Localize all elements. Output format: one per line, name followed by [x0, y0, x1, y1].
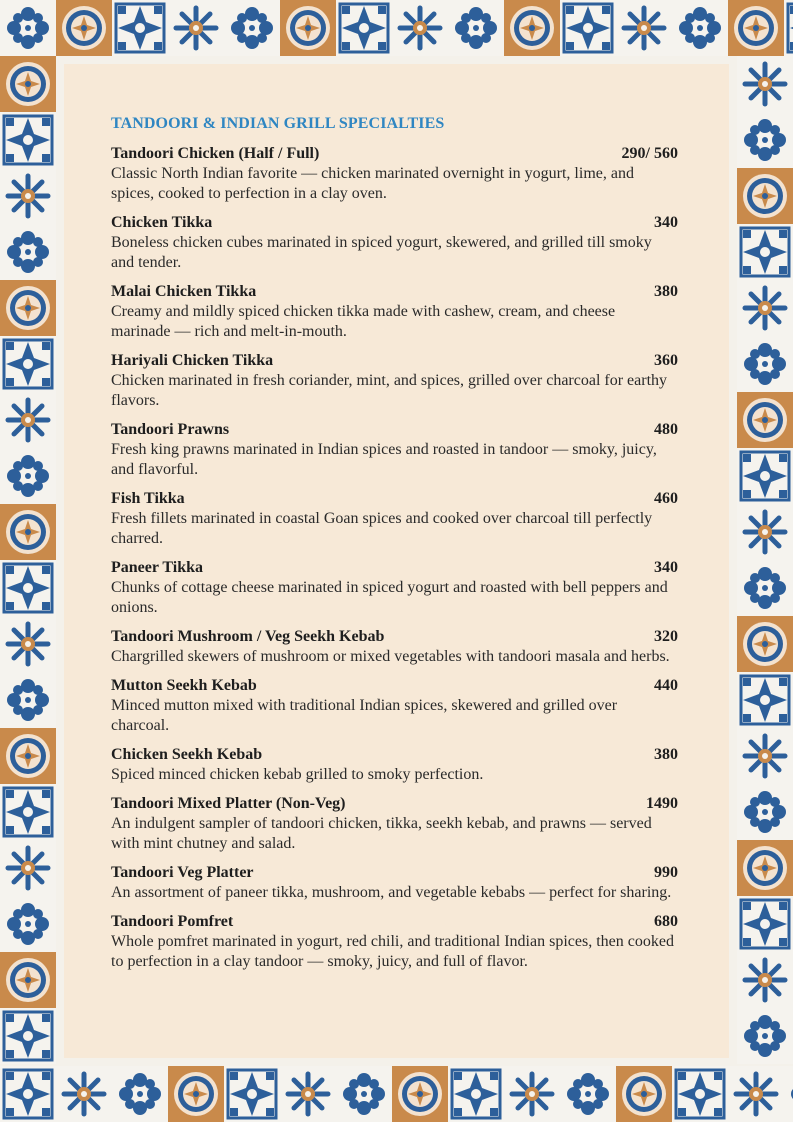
decorative-tile	[0, 672, 56, 728]
item-description: An assortment of paneer tikka, mushroom, and vegetable kebabs — perfect for sharing.	[111, 884, 672, 901]
decorative-tile	[56, 0, 112, 56]
tile-border-left	[0, 56, 56, 1064]
decorative-tile	[0, 1008, 56, 1064]
item-description: Spiced minced chicken kebab grilled to smoky perfection.	[111, 766, 484, 783]
item-price: 340	[654, 214, 678, 231]
item-description: Fresh king prawns marinated in Indian spices and roasted in tandoor — smoky, juicy, and flavorful.	[111, 441, 657, 478]
decorative-tile	[737, 392, 793, 448]
decorative-tile	[737, 448, 793, 504]
decorative-tile	[224, 1066, 280, 1122]
menu-item	[111, 351, 678, 411]
decorative-tile	[0, 112, 56, 168]
item-name: Tandoori Chicken (Half / Full)	[111, 145, 320, 162]
decorative-tile	[560, 0, 616, 56]
item-description: Minced mutton mixed with traditional Indian spices, skewered and grilled over charcoal.	[111, 697, 618, 734]
menu-item	[111, 420, 678, 480]
decorative-tile	[0, 56, 56, 112]
tile-border-top	[0, 0, 793, 56]
decorative-tile	[737, 616, 793, 672]
decorative-tile	[504, 1066, 560, 1122]
decorative-tile	[0, 840, 56, 896]
decorative-tile	[448, 0, 504, 56]
item-description: Fresh fillets marinated in coastal Goan spices and cooked over charcoal till perfectly charred.	[111, 510, 653, 547]
decorative-tile	[0, 896, 56, 952]
decorative-tile	[737, 728, 793, 784]
decorative-tile	[784, 0, 793, 56]
item-name: Chicken Tikka	[111, 214, 213, 231]
item-description: Chunks of cottage cheese marinated in spiced yogurt and roasted with bell peppers and onions.	[111, 579, 668, 616]
decorative-tile	[737, 280, 793, 336]
item-price: 460	[654, 490, 678, 507]
decorative-tile	[336, 0, 392, 56]
decorative-tile	[112, 0, 168, 56]
menu-item	[111, 794, 678, 854]
decorative-tile	[737, 784, 793, 840]
item-description: An indulgent sampler of tandoori chicken, tikka, seekh kebab, and prawns — served with mint chutney and salad.	[111, 815, 652, 852]
item-description: Boneless chicken cubes marinated in spiced yogurt, skewered, and grilled till smoky and tender.	[111, 234, 652, 271]
decorative-tile	[0, 0, 56, 56]
menu-item	[111, 676, 678, 736]
section-title: TANDOORI & INDIAN GRILL SPECIALTIES	[111, 115, 445, 132]
item-description: Creamy and mildly spiced chicken tikka made with cashew, cream, and cheese marinade — rich and melt-in-mouth.	[111, 303, 616, 340]
decorative-tile	[112, 1066, 168, 1122]
menu-item	[111, 489, 678, 549]
item-name: Tandoori Pomfret	[111, 913, 234, 930]
decorative-tile	[0, 280, 56, 336]
decorative-tile	[737, 56, 793, 112]
decorative-tile	[737, 1008, 793, 1064]
decorative-tile	[728, 1066, 784, 1122]
decorative-tile	[560, 1066, 616, 1122]
decorative-tile	[0, 616, 56, 672]
menu-item	[111, 745, 678, 785]
item-price: 440	[654, 677, 678, 694]
decorative-tile	[448, 1066, 504, 1122]
menu-item	[111, 558, 678, 618]
decorative-tile	[737, 112, 793, 168]
decorative-tile	[737, 840, 793, 896]
item-name: Tandoori Mushroom / Veg Seekh Kebab	[111, 628, 385, 645]
decorative-tile	[0, 224, 56, 280]
decorative-tile	[784, 1066, 793, 1122]
decorative-tile	[737, 168, 793, 224]
item-price: 480	[654, 421, 678, 438]
tile-border-right	[737, 56, 793, 1064]
decorative-tile	[0, 784, 56, 840]
decorative-tile	[737, 336, 793, 392]
item-description: Whole pomfret marinated in yogurt, red chili, and traditional Indian spices, then cooked to perfection in a clay tandoor — smoky, juicy, and full of flavor.	[111, 933, 674, 970]
decorative-tile	[728, 0, 784, 56]
item-name: Tandoori Mixed Platter (Non-Veg)	[111, 795, 346, 812]
decorative-tile	[0, 728, 56, 784]
decorative-tile	[0, 504, 56, 560]
decorative-tile	[504, 0, 560, 56]
item-price: 990	[654, 864, 678, 881]
item-price: 320	[654, 628, 678, 645]
item-price: 290/ 560	[621, 145, 678, 162]
item-name: Paneer Tikka	[111, 559, 204, 576]
menu-item	[111, 912, 678, 972]
decorative-tile	[0, 1066, 56, 1122]
decorative-tile	[280, 0, 336, 56]
decorative-tile	[737, 504, 793, 560]
decorative-tile	[737, 952, 793, 1008]
item-name: Tandoori Veg Platter	[111, 864, 254, 881]
decorative-tile	[672, 1066, 728, 1122]
decorative-tile	[0, 168, 56, 224]
decorative-tile	[737, 896, 793, 952]
item-price: 380	[654, 283, 678, 300]
decorative-tile	[336, 1066, 392, 1122]
decorative-tile	[224, 0, 280, 56]
menu-content	[111, 114, 678, 981]
item-name: Mutton Seekh Kebab	[111, 677, 257, 694]
item-price: 380	[654, 746, 678, 763]
decorative-tile	[0, 448, 56, 504]
decorative-tile	[0, 952, 56, 1008]
item-name: Malai Chicken Tikka	[111, 283, 257, 300]
item-name: Chicken Seekh Kebab	[111, 746, 263, 763]
decorative-tile	[392, 0, 448, 56]
item-price: 680	[654, 913, 678, 930]
item-description: Chicken marinated in fresh coriander, mint, and spices, grilled over charcoal for earthy flavors.	[111, 372, 668, 409]
decorative-tile	[0, 560, 56, 616]
decorative-tile	[737, 560, 793, 616]
item-description: Classic North Indian favorite — chicken marinated overnight in yogurt, lime, and spices, cooked to perfection in a clay oven.	[111, 165, 634, 202]
item-price: 360	[654, 352, 678, 369]
decorative-tile	[56, 1066, 112, 1122]
menu-item	[111, 213, 678, 273]
decorative-tile	[616, 1066, 672, 1122]
item-price: 1490	[646, 795, 678, 812]
decorative-tile	[737, 672, 793, 728]
decorative-tile	[737, 224, 793, 280]
item-name: Tandoori Prawns	[111, 421, 230, 438]
menu-item	[111, 863, 678, 903]
decorative-tile	[168, 0, 224, 56]
item-price: 340	[654, 559, 678, 576]
menu-item	[111, 282, 678, 342]
menu-item	[111, 144, 678, 204]
decorative-tile	[392, 1066, 448, 1122]
item-name: Fish Tikka	[111, 490, 185, 507]
decorative-tile	[672, 0, 728, 56]
item-description: Chargrilled skewers of mushroom or mixed vegetables with tandoori masala and herbs.	[111, 648, 670, 665]
decorative-tile	[0, 392, 56, 448]
decorative-tile	[280, 1066, 336, 1122]
decorative-tile	[0, 336, 56, 392]
tile-border-bottom	[0, 1066, 793, 1122]
decorative-tile	[168, 1066, 224, 1122]
item-name: Hariyali Chicken Tikka	[111, 352, 274, 369]
decorative-tile	[616, 0, 672, 56]
menu-item	[111, 627, 678, 667]
